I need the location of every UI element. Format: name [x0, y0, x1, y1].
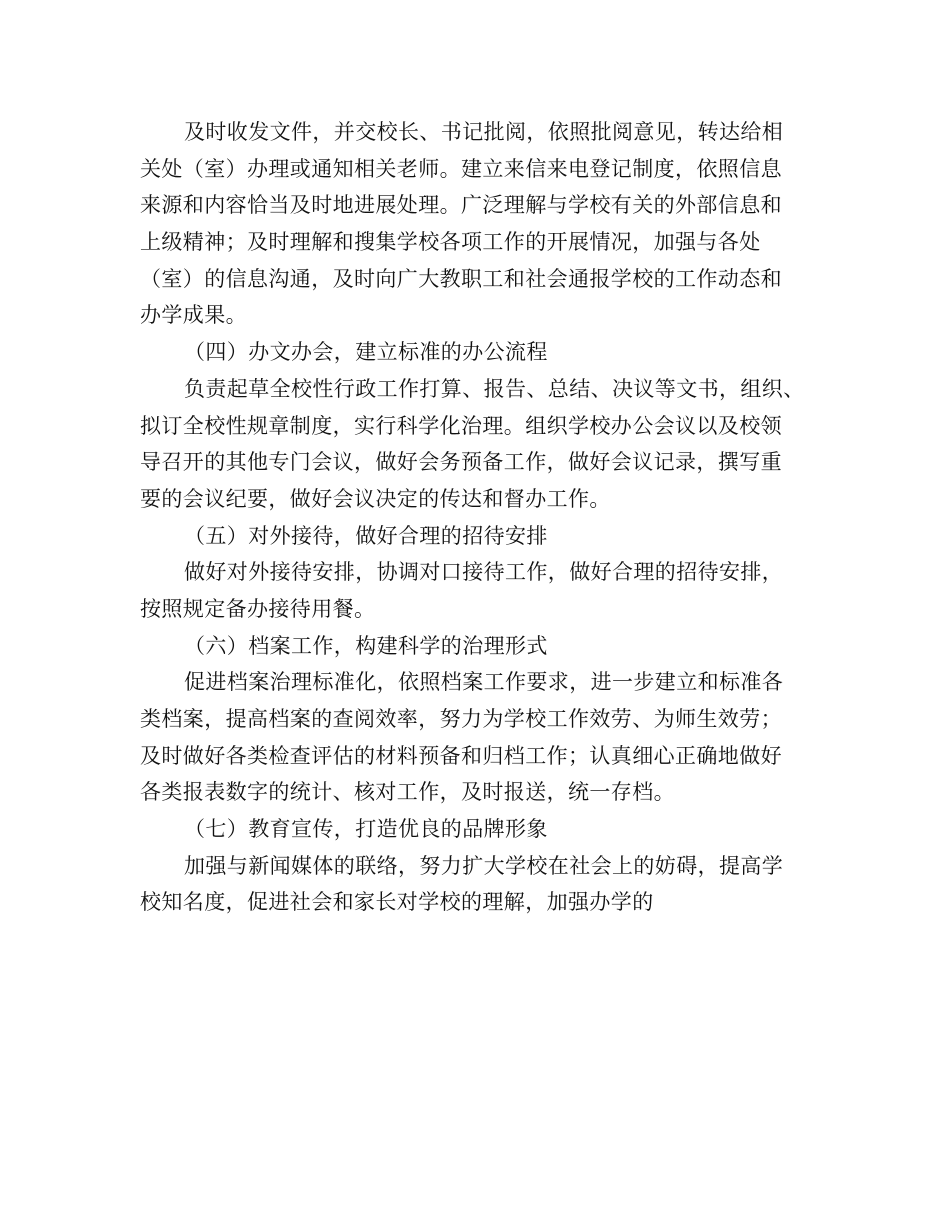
paragraph-line: 促进档案治理标准化，依照档案工作要求，进一步建立和标准各 — [184, 670, 784, 695]
paragraph-line: 关处（室）办理或通知相关老师。建立来信来电登记制度，依照信息 — [140, 156, 782, 181]
paragraph-line: 各类报表数字的统计、核对工作，及时报送，统一存档。 — [140, 780, 675, 805]
paragraph-line: 负责起草全校性行政工作打算、报告、总结、决议等文书，组织、 — [184, 376, 805, 401]
section-heading — [140, 518, 820, 555]
section-heading-text: （五）对外接待，做好合理的招待安排 — [184, 523, 548, 548]
section-heading — [140, 334, 820, 371]
paragraph-line: 按照规定备办接待用餐。 — [140, 596, 376, 621]
paragraph — [140, 664, 820, 811]
paragraph — [140, 371, 820, 518]
paragraph-line: 来源和内容恰当及时地进展处理。广泛理解与学校有关的外部信息和 — [140, 193, 782, 218]
paragraph-line: 要的会议纪要，做好会议决定的传达和督办工作。 — [140, 486, 611, 511]
section-heading-text: （七）教育宣传，打造优良的品牌形象 — [184, 817, 548, 842]
paragraph-line: 办学成果。 — [140, 303, 247, 328]
paragraph-line: 拟订全校性规章制度，实行科学化治理。组织学校办公会议以及校领 — [140, 413, 782, 438]
paragraph-line: 加强与新闻媒体的联络，努力扩大学校在社会上的妨碍，提高学 — [184, 853, 784, 878]
paragraph-line: 做好对外接待安排，协调对口接待工作，做好合理的招待安排， — [184, 560, 784, 585]
paragraph-line: 类档案，提高档案的查阅效率，努力为学校工作效劳、为师生效劳； — [140, 707, 782, 731]
section-heading — [140, 628, 820, 665]
paragraph — [140, 554, 820, 627]
paragraph — [140, 114, 820, 334]
paragraph-line: 导召开的其他专门会议，做好会务预备工作，做好会议记录，撰写重 — [140, 450, 782, 475]
section-heading — [140, 811, 820, 848]
paragraph — [140, 848, 820, 921]
section-heading-text: （四）办文办会，建立标准的办公流程 — [184, 340, 548, 365]
paragraph-line: 校知名度，促进社会和家长对学校的理解，加强办学的 — [140, 890, 654, 915]
section-heading-text: （六）档案工作，构建科学的治理形式 — [184, 633, 548, 658]
paragraph-line: （室）的信息沟通，及时向广大教职工和社会通报学校的工作动态和 — [140, 266, 782, 291]
paragraph-line: 及时收发文件，并交校长、书记批阅，依照批阅意见，转达给相 — [184, 120, 784, 144]
document-body — [140, 114, 820, 921]
paragraph-line: 及时做好各类检查评估的材料预备和归档工作；认真细心正确地做好 — [140, 743, 782, 768]
paragraph-line: 上级精神；及时理解和搜集学校各项工作的开展情况，加强与各处 — [140, 230, 761, 255]
